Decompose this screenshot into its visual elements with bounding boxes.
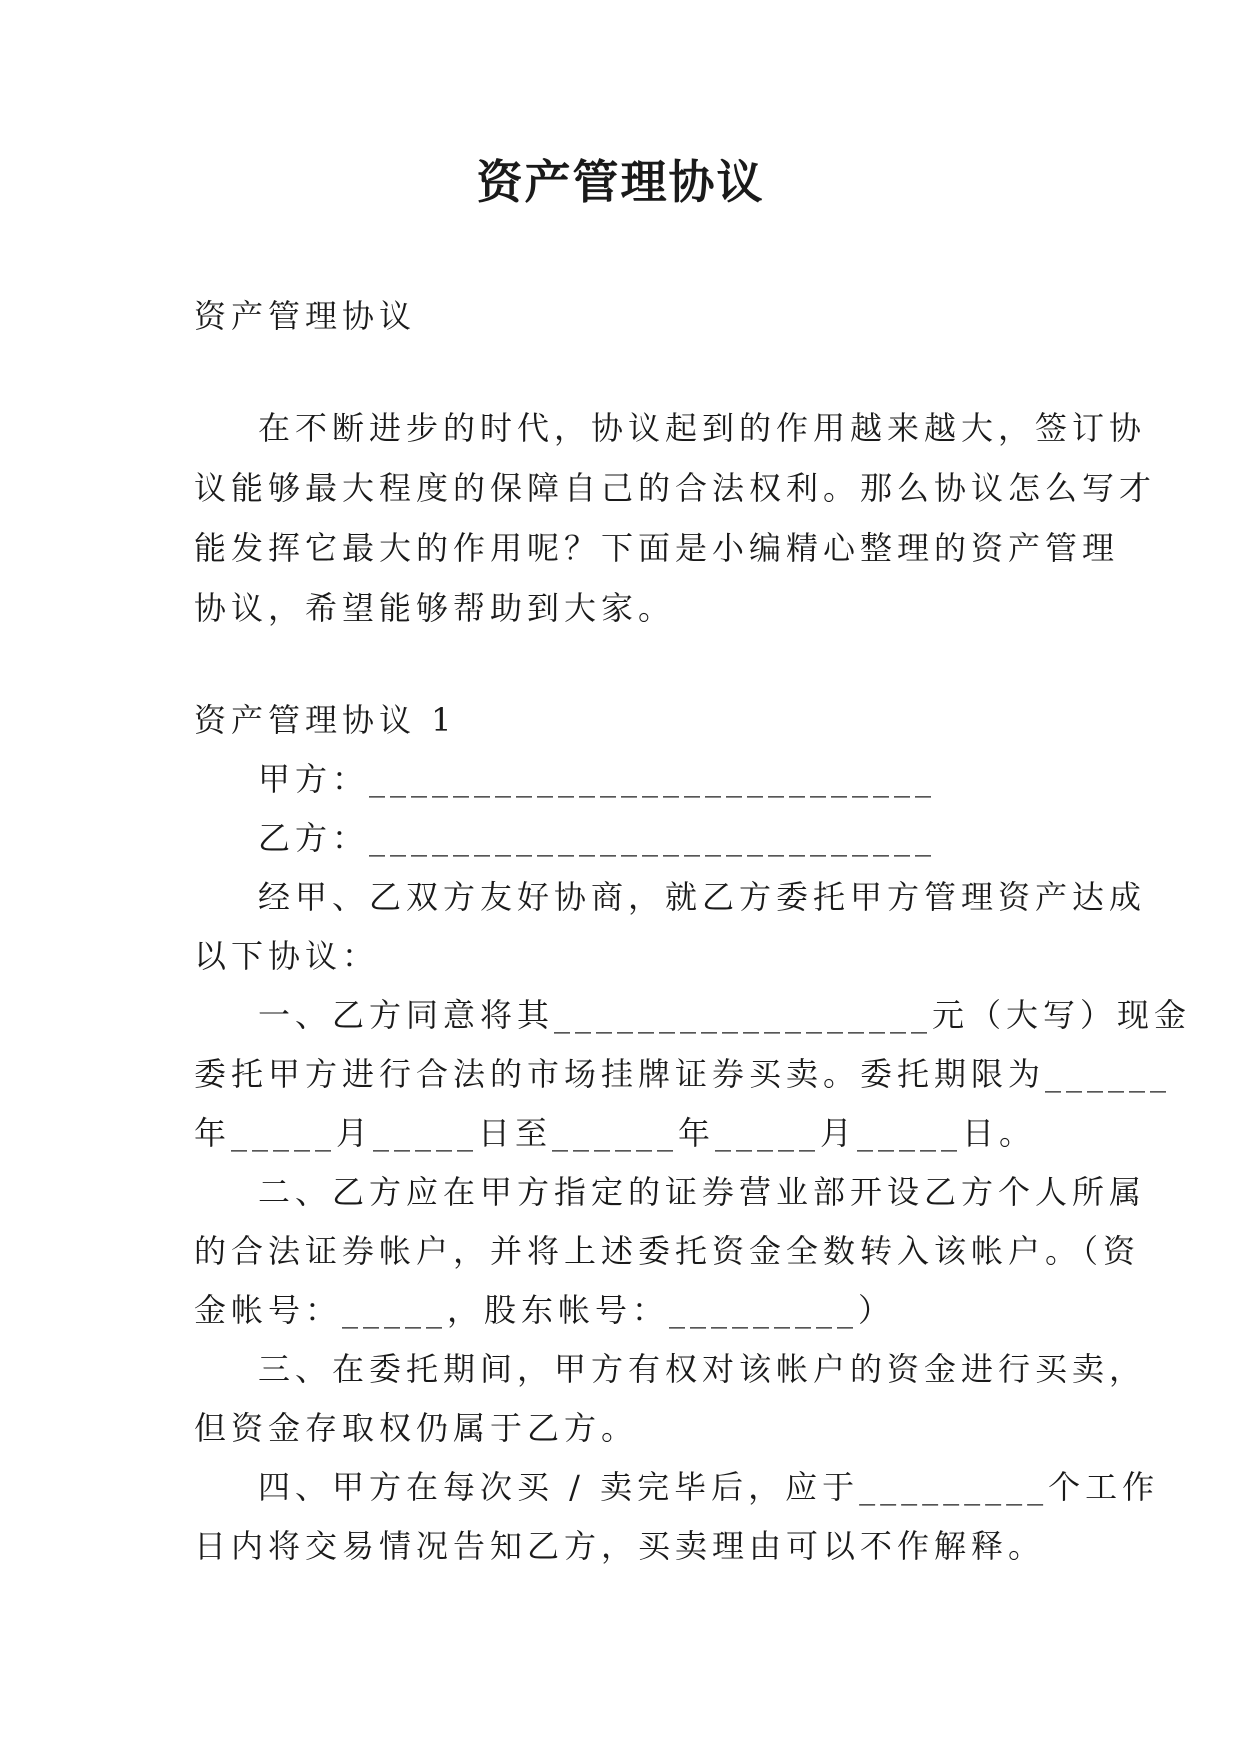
body-line: 年_____月_____日至______年_____月_____日。 — [194, 1114, 1037, 1152]
body-line: 但资金存取权仍属于乙方。 — [194, 1409, 639, 1447]
document-subtitle: 资产管理协议 — [194, 297, 417, 335]
clause-four-line: 四、甲方在每次买 / 卖完毕后，应于_________个工作 — [258, 1468, 1160, 1506]
clause-two-line: 二、乙方应在甲方指定的证券营业部开设乙方个人所属 — [258, 1173, 1147, 1211]
body-line: 的合法证券帐户，并将上述委托资金全数转入该帐户。（资 — [194, 1232, 1141, 1270]
document-title: 资产管理协议 — [476, 155, 765, 209]
body-line: 日内将交易情况告知乙方，买卖理由可以不作解释。 — [194, 1527, 1046, 1565]
body-line: 经甲、乙双方友好协商，就乙方委托甲方管理资产达成 — [258, 878, 1147, 916]
section-heading: 资产管理协议 1 — [194, 701, 457, 739]
party-b-line: 乙方：___________________________ — [258, 819, 937, 857]
body-line: 委托甲方进行合法的市场挂牌证券买卖。委托期限为______ — [194, 1055, 1172, 1093]
intro-line: 协议，希望能够帮助到大家。 — [194, 589, 676, 627]
party-a-line: 甲方：___________________________ — [258, 760, 937, 798]
body-line: 以下协议： — [194, 937, 380, 975]
clause-one-line: 一、乙方同意将其__________________元（大写）现金 — [258, 996, 1192, 1034]
intro-line: 议能够最大程度的保障自己的合法权利。那么协议怎么写才 — [194, 469, 1157, 507]
body-line: 金帐号：_____，股东帐号：_________） — [194, 1291, 896, 1329]
clause-three-line: 三、在委托期间，甲方有权对该帐户的资金进行买卖， — [258, 1350, 1147, 1388]
intro-line: 能发挥它最大的作用呢？下面是小编精心整理的资产管理 — [194, 529, 1120, 567]
intro-line: 在不断进步的时代，协议起到的作用越来越大，签订协 — [258, 409, 1147, 447]
